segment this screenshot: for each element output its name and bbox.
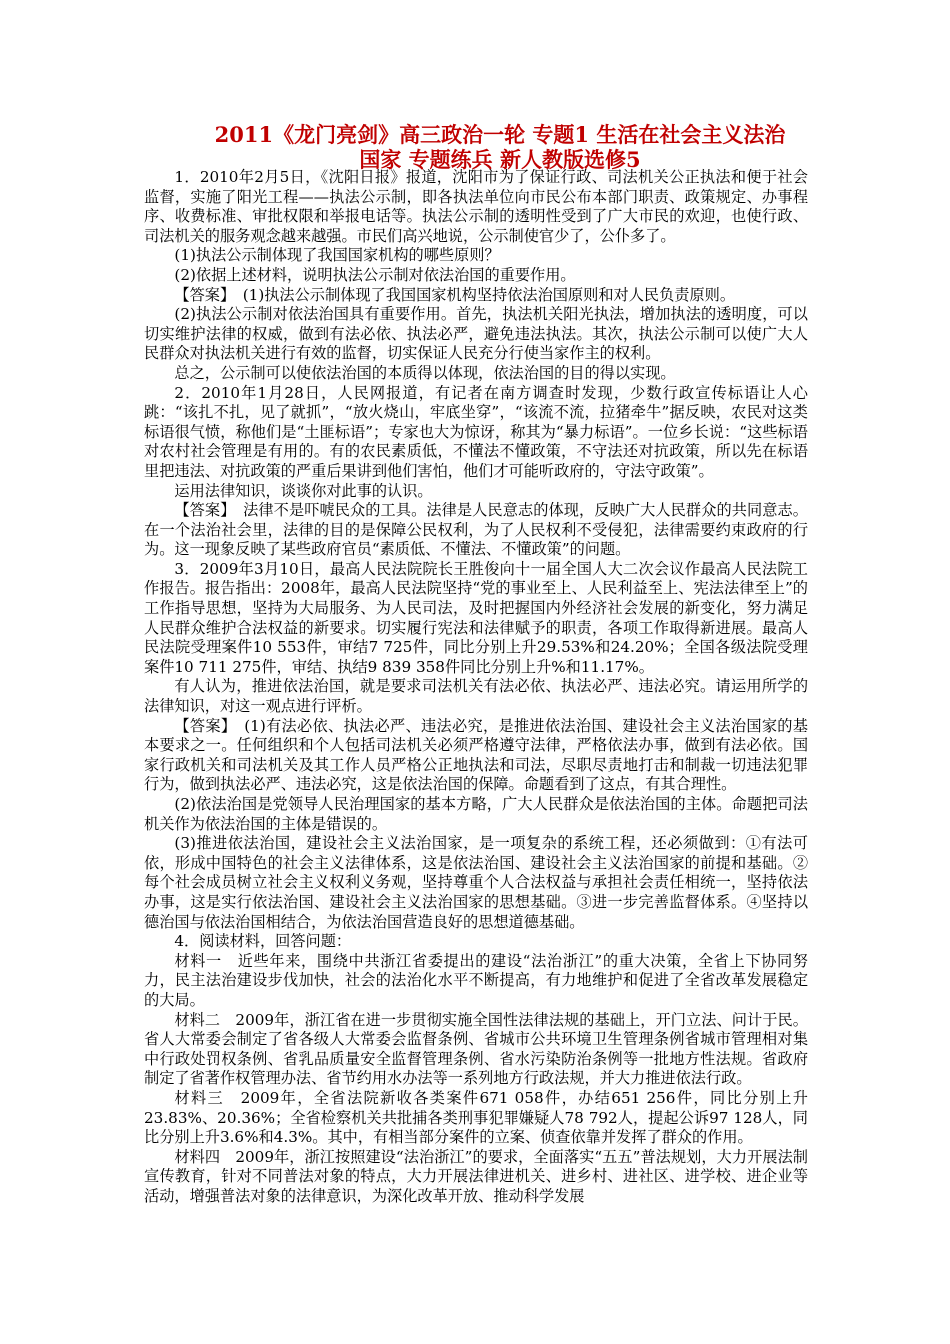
paragraph: (1)执法公示制体现了我国国家机构的哪些原则？ — [174, 246, 500, 265]
paragraph: 2．2010年1月28日，人民网报道，有记者在南方调查时发现，少数行政宣传标语让人心跳：“该扎不扎，见了就抓”，“放火烧山，牢底坐穿”，“该流不流，拉猪牵牛”据反映，农民对这类标语很气愤，称他们是“土匪标语”；专家也大为惊讶，称其为“暴力标语”。一位乡长说：“这些标语对农村社会管理是有用的。有的农民素质低，不懂法不懂政策，不守法还对抗政策，所以先在标语里把违法、对抗政策的严重后果讲到他们害怕，他们才可能听政府的，守法守政策”。 — [144, 383, 808, 480]
paragraph: (3)推进依法治国，建设社会主义法治国家，是一项复杂的系统工程，还必须做到：①有法可依，形成中国特色的社会主义法律体系，这是依法治国、建设社会主义法治国家的前提和基础。②每个社会成员树立社会主义权利义务观，坚持尊重个人合法权益与承担社会责任相统一，坚持依法办事，这是实行依法治国、建设社会主义法治国家的思想基础。③进一步完善监督体系。④坚持以德治国与依法治国相结合，为依法治国营造良好的思想道德基础。 — [144, 834, 808, 931]
document-body — [144, 168, 808, 1206]
paragraph: 3．2009年3月10日，最高人民法院院长王胜俊向十一届全国人大二次会议作最高人民法院工作报告。报告指出：2008年，最高人民法院坚持“党的事业至上、人民利益至上、宪法法律至上”的工作指导思想，坚持为大局服务、为人民司法，及时把握国内外经济社会发展的新变化，努力满足人民群众维护合法权益的新要求。切实履行宪法和法律赋予的职责，各项工作取得新进展。最高人民法院受理案件10 553件，审结7 725件，同比分别上升29.53%和24.20%；全国各级法院受理案件10 711 275件，审结、执结9 839 358件同比分别上升%和11.17%。 — [144, 559, 808, 676]
paragraph: (2)执法公示制对依法治国具有重要作用。首先，执法机关阳光执法，增加执法的透明度，可以切实维护法律的权威，做到有法必依、执法必严，避免违法执法。其次，执法公示制可以使广大人民群众对执法机关进行有效的监督，切实保证人民充分行使当家作主的权利。 — [144, 305, 808, 363]
paragraph: (2)依法治国是党领导人民治理国家的基本方略，广大人民群众是依法治国的主体。命题把司法机关作为依法治国的主体是错误的。 — [144, 795, 808, 833]
title-line-2: 国家 专题练兵 新人教版选修5 — [359, 147, 641, 172]
paragraph: 4．阅读材料，回答问题： — [174, 932, 352, 951]
document-title — [140, 122, 860, 172]
paragraph: 材料三 2009年，全省法院新收各类案件671 058件，办结651 256件，同比分别上升23.83%、20.36%；全省检察机关共批捕各类刑事犯罪嫌疑人78 792人，提起公诉97 128人，同比分别上升3.6%和4.3%。其中，有相当部分案件的立案、侦查依靠并发挥了群众的作用。 — [144, 1088, 808, 1147]
paragraph: 【答案】 (1)有法必依、执法必严、违法必究，是推进依法治国、建设社会主义法治国家的基本要求之一。任何组织和个人包括司法机关必须严格遵守法律，严格依法办事，做到有法必依。国家行政机关和司法机关及其工作人员严格公正地执法和司法，尽职尽责地打击和制裁一切违法犯罪行为，做到执法必严、违法必究，这是依法治国的保障。命题看到了这点，有其合理性。 — [144, 716, 808, 794]
paragraph: 1．2010年2月5日，《沈阳日报》报道，沈阳市为了保证行政、司法机关公正执法和便于社会监督，实施了阳光工程——执法公示制，即各执法单位向市民公布本部门职责、政策规定、办事程序、收费标准、审批权限和举报电话等。执法公示制的透明性受到了广大市民的欢迎，也使行政、司法机关的服务观念越来越强。市民们高兴地说，公示制使官少了，公仆多了。 — [144, 168, 808, 245]
paragraph: 总之，公示制可以使依法治国的本质得以体现，依法治国的目的得以实现。 — [174, 363, 676, 382]
paragraph: 材料一 近些年来，围绕中共浙江省委提出的建设“法治浙江”的重大决策，全省上下协同努力，民主法治建设步伐加快，社会的法治化水平不断提高，有力地维护和促进了全省改革发展稳定的大局。 — [144, 951, 808, 1009]
paragraph: 材料二 2009年，浙江省在进一步贯彻实施全国性法律法规的基础上，开门立法、问计于民。省人大常委会制定了省各级人大常委会监督条例、省城市公共环境卫生管理条例省城市管理相对集中行政处罚权条例、省乳品质量安全监督管理条例、省水污染防治条例等一批地方性法规。省政府制定了省著作权管理办法、省节约用水办法等一系列地方行政法规，并大力推进依法行政。 — [144, 1010, 808, 1088]
title-line-1: 2011《龙门亮剑》高三政治一轮 专题1 生活在社会主义法治 — [214, 122, 786, 147]
paragraph: 运用法律知识，谈谈你对此事的认识。 — [174, 481, 433, 500]
paragraph: (2)依据上述材料，说明执法公示制对依法治国的重要作用。 — [174, 265, 576, 284]
paragraph: 【答案】 法律不是吓唬民众的工具。法律是人民意志的体现，反映广大人民群众的共同意志。在一个法治社会里，法律的目的是保障公民权利，为了人民权利不受侵犯，法律需要约束政府的行为。这一现象反映了某些政府官员“素质低、不懂法、不懂政策”的问题。 — [144, 501, 808, 559]
paragraph: 材料四 2009年，浙江按照建设“法治浙江”的要求，全面落实“五五”普法规划，大力开展法制宣传教育，针对不同普法对象的特点，大力开展法律进机关、进乡村、进社区、进学校、进企业等活动，增强普法对象的法律意识，为深化改革开放、推动科学发展 — [144, 1147, 808, 1205]
paragraph: 【答案】 (1)执法公示制体现了我国国家机构坚持依法治国原则和对人民负责原则。 — [174, 285, 736, 304]
paragraph: 有人认为，推进依法治国，就是要求司法机关有法必依、执法必严、违法必究。请运用所学的法律知识，对这一观点进行评析。 — [144, 677, 808, 716]
